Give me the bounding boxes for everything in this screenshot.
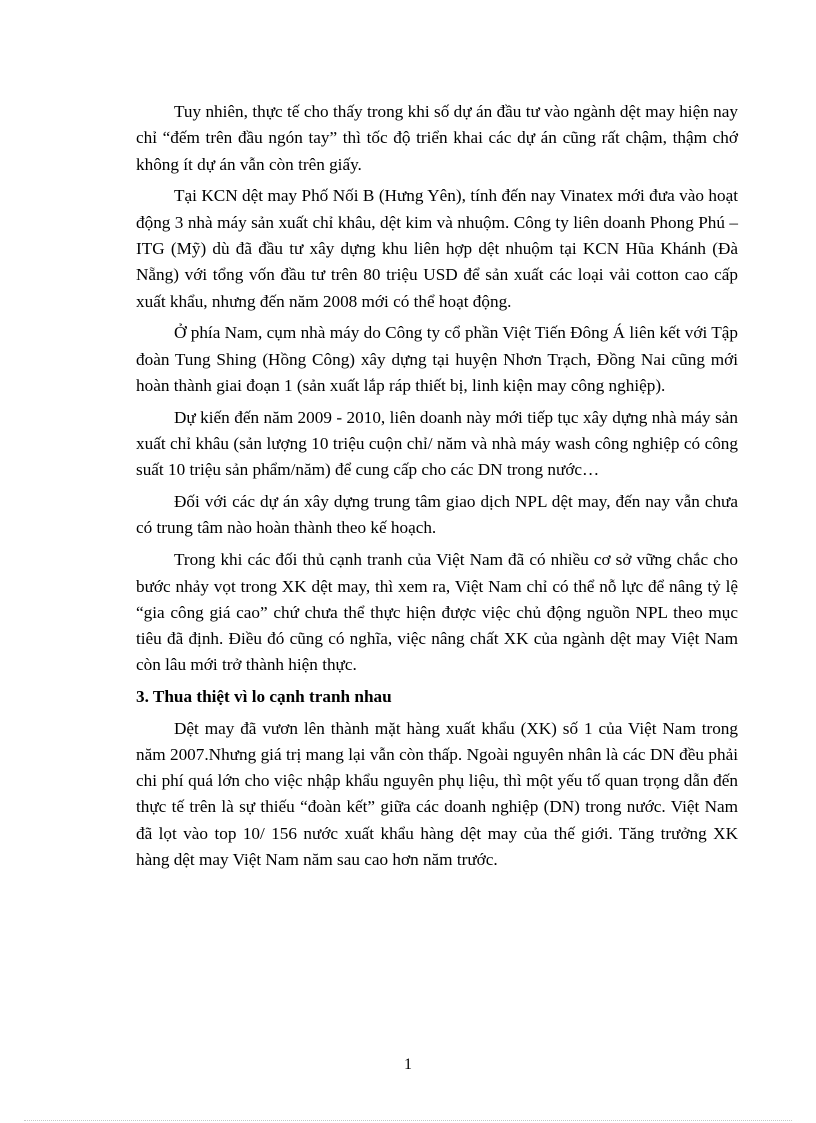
paragraph-project-delays: Tuy nhiên, thực tế cho thấy trong khi số dự án đầu tư vào ngành dệt may hiện nay chỉ “đếm trên đầu ngón tay” thì tốc độ triển khai các dự án cũng rất chậm, thậm chớ không ít dự án vẫn còn trên giấy. [136,102,738,174]
page-bottom-divider [24,1120,792,1121]
page-number: 1 [404,1056,412,1073]
paragraph-competitors: Trong khi các đối thủ cạnh tranh của Việt Nam đã có nhiều cơ sở vững chắc cho bước nhảy vọt trong XK dệt may, thì xem ra, Việt Nam chỉ có thể nỗ lực để nâng tỷ lệ “gia công giá cao” chứ chưa thể thực hiện được việc chủ động nguồn NPL theo mục tiêu đã định. Điều đó cũng có nghĩa, việc nâng chất XK của ngành dệt may Việt Nam còn lâu mới trở thành hiện thực. [136,550,738,675]
section-heading: 3. Thua thiệt vì lo cạnh tranh nhau [136,687,392,707]
paragraph-npl-centers: Đối với các dự án xây dựng trung tâm giao dịch NPL dệt may, đến nay vẫn chưa có trung tâm nào hoàn thành theo kế hoạch. [136,492,738,538]
paragraph-pho-noi-b: Tại KCN dệt may Phố Nối B (Hưng Yên), tính đến nay Vinatex mới đưa vào hoạt động 3 nhà máy sản xuất chỉ khâu, dệt kim và nhuộm. Công ty liên doanh Phong Phú – ITG (Mỹ) dù đã đầu tư xây dựng khu liên hợp dệt nhuộm tại KCN Hũa Khánh (Đà Nẵng) với tổng vốn đầu tư trên 80 triệu USD để sản xuất các loại vải cotton cao cấp xuất khẩu, nhưng đến năm 2008 mới có thể hoạt động. [136,186,738,311]
paragraph-southern-factories: Ở phía Nam, cụm nhà máy do Công ty cổ phần Việt Tiến Đông Á liên kết với Tập đoàn Tung Shing (Hồng Công) xây dựng tại huyện Nhơn Trạch, Đồng Nai cũng mới hoàn thành giai đoạn 1 (sản xuất lắp ráp thiết bị, linh kiện may công nghiệp). [136,323,738,395]
paragraph-2009-2010-plans: Dự kiến đến năm 2009 - 2010, liên doanh này mới tiếp tục xây dựng nhà máy sản xuất chỉ khâu (sản lượng 10 triệu cuộn chỉ/ năm và nhà máy wash công nghiệp có công suất 10 triệu sản phẩm/năm) để cung cấp cho các DN trong nước… [136,407,738,480]
paragraph-textile-export: Dệt may đã vươn lên thành mặt hàng xuất khẩu (XK) số 1 của Việt Nam trong năm 2007.Nhưng giá trị mang lại vẫn còn thấp. Ngoài nguyên nhân là các DN đều phải chi phí quá lớn cho việc nhập khẩu nguyên phụ liệu, thì một yếu tố quan trọng dẫn đến thực tế trên là sự thiếu “đoàn kết” giữa các doanh nghiệp (DN) trong nước. Việt Nam đã lọt vào top 10/ 156 nước xuất khẩu hàng dệt may của thế giới. Tăng trưởng XK hàng dệt may Việt Nam năm sau cao hơn năm trước. [136,718,738,870]
page-body [136,99,738,879]
